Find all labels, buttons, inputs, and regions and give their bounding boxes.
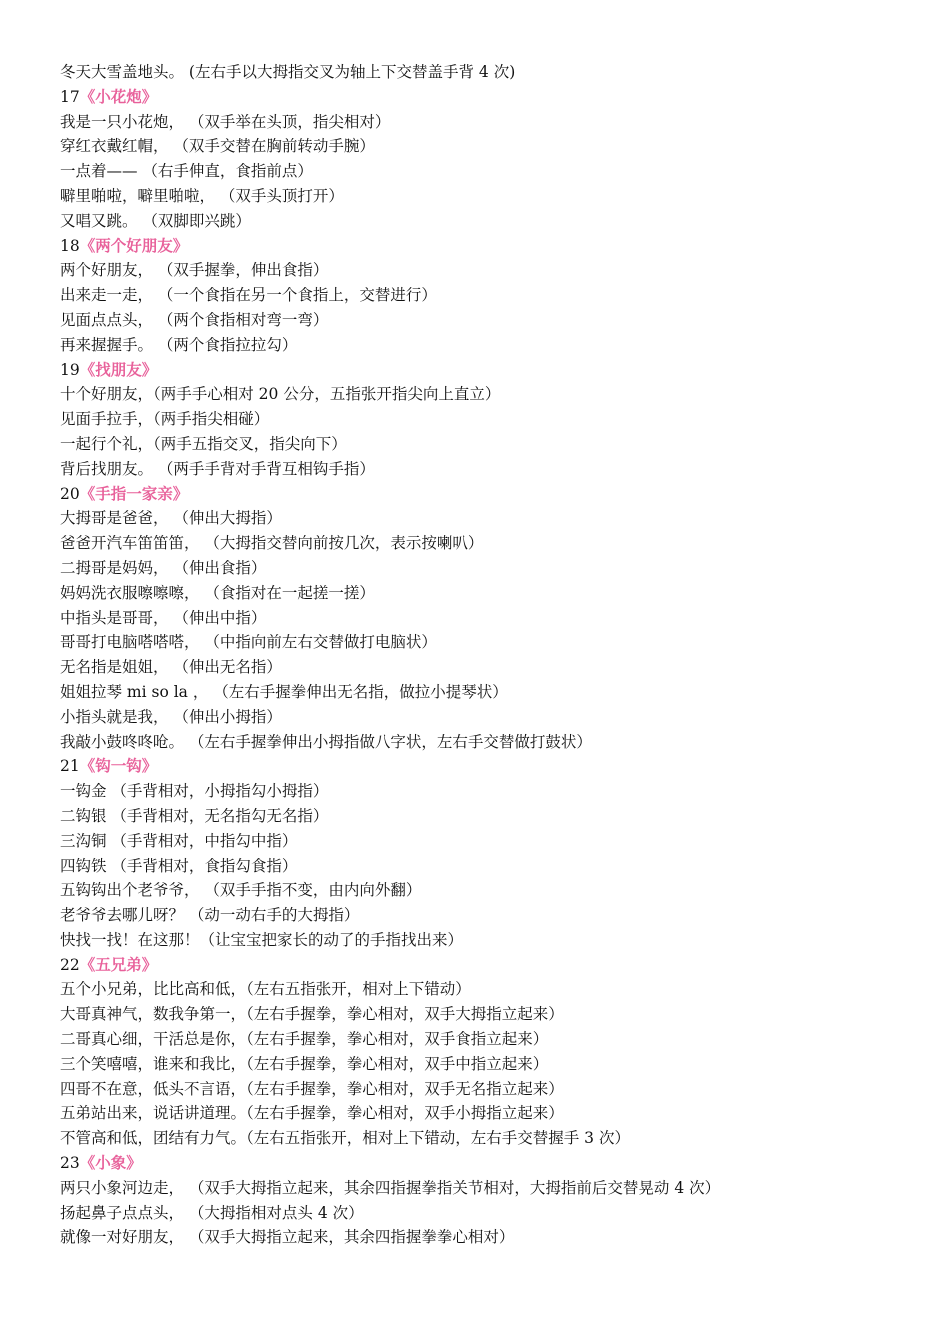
text-line: 哥哥打电脑嗒嗒嗒， （中指向前左右交替做打电脑状）: [60, 633, 437, 652]
section-title: 《手指一家亲》: [79, 483, 189, 503]
text-line: 姐姐拉琴 mi so la ， （左右手握拳伸出无名指，做拉小提琴状）: [60, 682, 508, 701]
section-title: 《小花炮》: [79, 86, 158, 106]
section-title: 《找朋友》: [79, 359, 158, 379]
text-line: 我敲小鼓咚咚呛。 （左右手握拳伸出小拇指做八字状，左右手交替做打鼓状）: [60, 732, 592, 751]
text-line: 三沟铜 （手背相对，中指勾中指）: [60, 831, 298, 850]
text-line: 见面点点头， （两个食指相对弯一弯）: [60, 310, 329, 329]
text-line: 大拇哥是爸爸， （伸出大拇指）: [60, 509, 282, 528]
text-line: 三个笑嘻嘻，谁来和我比，（左右手握拳，拳心相对，双手中指立起来）: [60, 1054, 549, 1073]
text-line: 中指头是哥哥， （伸出中指）: [60, 608, 267, 627]
text-line: 妈妈洗衣服嚓嚓嚓， （食指对在一起搓一搓）: [60, 583, 375, 602]
section-title: 《两个好朋友》: [79, 235, 189, 255]
text-line: 一钩金 （手背相对，小拇指勾小拇指）: [60, 782, 329, 801]
text-line: 出来走一走， （一个食指在另一个食指上，交替进行）: [60, 286, 437, 305]
text-line: 一点着—— （右手伸直，食指前点）: [60, 162, 313, 181]
section-number: 22: [60, 955, 80, 974]
section-number: 21: [60, 757, 80, 776]
text-line: 两只小象河边走， （双手大拇指立起来，其余四指握拳指关节相对，大拇指前后交替晃动 4 次）: [60, 1178, 721, 1197]
text-line: 就像一对好朋友， （双手大拇指立起来，其余四指握拳拳心相对）: [60, 1228, 515, 1247]
text-line: 再来握握手。 （两个食指拉拉勾）: [60, 335, 298, 354]
text-line: 五钩钩出个老爷爷， （双手手指不变，由内向外翻）: [60, 881, 422, 900]
text-line: 无名指是姐姐， （伸出无名指）: [60, 658, 282, 677]
text-line: 十个好朋友，（两手手心相对 20 公分，五指张开指尖向上直立）: [60, 385, 501, 404]
section-number: 23: [60, 1154, 80, 1173]
text-line: 穿红衣戴红帽， （双手交替在胸前转动手腕）: [60, 137, 375, 156]
text-line: 五弟站出来，说话讲道理。（左右手握拳，拳心相对，双手小拇指立起来）: [60, 1104, 564, 1123]
text-line: 背后找朋友。 （两手手背对手背互相钩手指）: [60, 459, 375, 478]
section-heading: [60, 754, 900, 779]
document-page: [60, 60, 900, 1250]
text-line: 二钩银 （手背相对，无名指勾无名指）: [60, 806, 329, 825]
text-line: 五个小兄弟，比比高和低，（左右五指张开，相对上下错动）: [60, 980, 471, 999]
section-title: 《小象》: [79, 1153, 142, 1173]
text-line: 二哥真心细，干活总是你，（左右手握拳，拳心相对，双手食指立起来）: [60, 1030, 549, 1049]
section-number: 17: [60, 87, 80, 106]
section-title: 《钩一钩》: [79, 756, 158, 776]
section-heading: [60, 953, 900, 978]
section-number: 19: [60, 360, 80, 379]
section-title: 《五兄弟》: [79, 954, 158, 974]
text-line: 又唱又跳。 （双脚即兴跳）: [60, 211, 251, 230]
text-line: 大哥真神气，数我争第一，（左右手握拳，拳心相对，双手大拇指立起来）: [60, 1005, 564, 1024]
text-line: 快找一找！在这那！（让宝宝把家长的动了的手指找出来）: [60, 930, 464, 949]
text-line: 扬起鼻子点点头， （大拇指相对点头 4 次）: [60, 1203, 364, 1222]
section-heading: [60, 358, 900, 383]
section-heading: [60, 1151, 900, 1176]
section-number: 20: [60, 484, 80, 503]
section-heading: [60, 234, 900, 259]
text-line: 两个好朋友， （双手握拳，伸出食指）: [60, 261, 329, 280]
section-number: 18: [60, 236, 80, 255]
text-line: 老爷爷去哪儿呀？ （动一动右手的大拇指）: [60, 906, 360, 925]
text-line: 一起行个礼，（两手五指交叉，指尖向下）: [60, 434, 347, 453]
text-line: 我是一只小花炮， （双手举在头顶，指尖相对）: [60, 112, 391, 131]
text-line: 小指头就是我， （伸出小拇指）: [60, 707, 282, 726]
text-line: 爸爸开汽车笛笛笛， （大拇指交替向前按几次，表示按喇叭）: [60, 534, 484, 553]
text-line: 见面手拉手，（两手指尖相碰）: [60, 410, 270, 429]
text-line: 二拇哥是妈妈， （伸出食指）: [60, 558, 267, 577]
text-line: 不管高和低，团结有力气。（左右五指张开，相对上下错动，左右手交替握手 3 次）: [60, 1129, 630, 1148]
section-heading: [60, 482, 900, 507]
text-line: 四哥不在意，低头不言语，（左右手握拳，拳心相对，双手无名指立起来）: [60, 1079, 564, 1098]
section-heading: [60, 85, 900, 110]
text-line: 四钩铁 （手背相对，食指勾食指）: [60, 856, 298, 875]
text-line: 冬天大雪盖地头。 (左右手以大拇指交叉为轴上下交替盖手背 4 次): [60, 63, 516, 81]
text-line: 噼里啪啦，噼里啪啦， （双手头顶打开）: [60, 186, 344, 205]
